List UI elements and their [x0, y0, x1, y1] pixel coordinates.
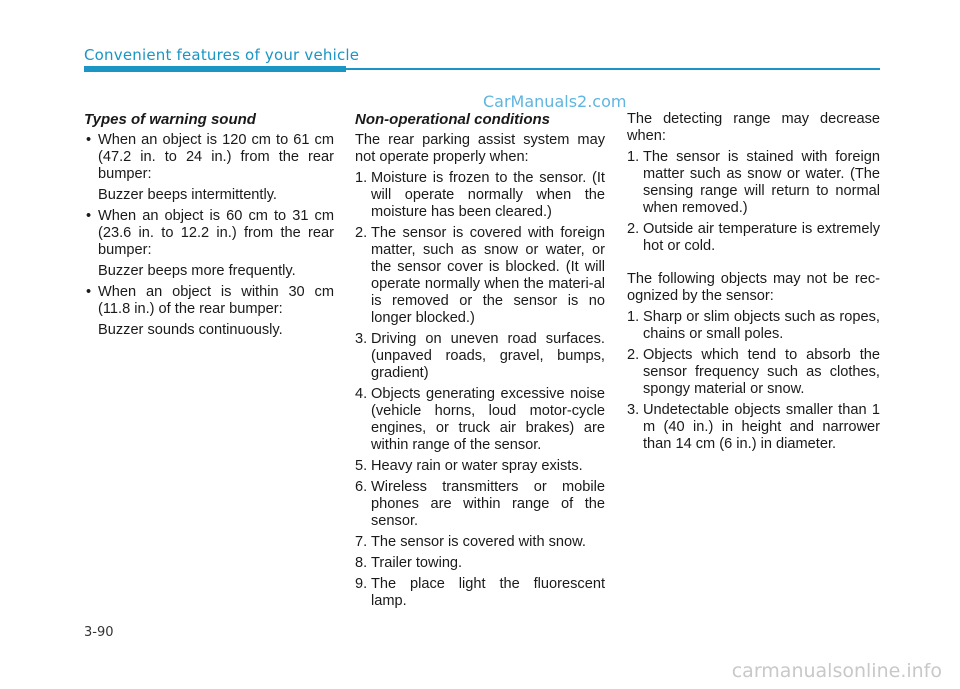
bullet-item [84, 284, 334, 318]
item-number: 7. [355, 534, 368, 550]
bullet-text: When an object is within 30 cm (11.8 in.) of the rear bumper: [98, 284, 334, 317]
bullet-icon: • [86, 208, 92, 224]
bullet-icon: • [86, 132, 92, 148]
item-text: Driving on uneven road surfaces. (unpaved roads, gravel, bumps, gradient) [371, 331, 605, 381]
page-number: 3-90 [84, 625, 114, 640]
bullet-text: When an object is 120 cm to 61 cm (47.2 in. to 24 in.) from the rear bumper: [98, 132, 334, 182]
item-number: 2. [627, 221, 640, 237]
item-number: 8. [355, 555, 368, 571]
numbered-item [355, 576, 605, 610]
item-number: 1. [627, 309, 640, 325]
section-title-warning-sound: Types of warning sound [84, 111, 256, 128]
item-text: Undetectable objects smaller than 1 m (40 in.) in height and narrower than 14 cm (6 in.) in diameter. [643, 402, 880, 452]
numbered-item [627, 347, 880, 398]
item-number: 1. [355, 170, 368, 186]
numbered-item [355, 331, 605, 382]
item-text: The place light the fluorescent lamp. [371, 576, 605, 609]
intro-paragraph: The rear parking assist system may not operate properly when: [355, 132, 605, 165]
item-text: Trailer towing. [371, 555, 463, 571]
bullet-subtext: Buzzer beeps more frequently. [98, 263, 296, 279]
watermark-text: CarManuals2.com [483, 92, 627, 111]
numbered-item [355, 225, 605, 327]
column-warning-sound [84, 111, 334, 343]
item-number: 1. [627, 149, 640, 165]
bullet-item [84, 132, 334, 183]
item-text: Sharp or slim objects such as ropes, chains or small poles. [643, 309, 880, 342]
bullet-text: When an object is 60 cm to 31 cm (23.6 in. to 12.2 in.) from the rear bumper: [98, 208, 334, 258]
bullet-item [84, 208, 334, 259]
numbered-item [355, 458, 605, 475]
item-text: Heavy rain or water spray exists. [371, 458, 583, 474]
numbered-item [627, 221, 880, 255]
item-number: 3. [355, 331, 368, 347]
section-header-title: Convenient features of your vehicle [84, 46, 360, 64]
item-text: Objects which tend to absorb the sensor frequency such as clothes, spongy material or snow. [643, 347, 880, 397]
footer-watermark: carmanualsonline.info [731, 660, 942, 682]
bullet-subtext: Buzzer sounds continuously. [98, 322, 283, 338]
item-number: 6. [355, 479, 368, 495]
numbered-item [627, 309, 880, 343]
item-text: Objects generating excessive noise (vehicle horns, loud motor-cycle engines, or truck air brakes) are within range of the sensor. [371, 386, 605, 453]
bullet-icon: • [86, 284, 92, 300]
item-number: 3. [627, 402, 640, 418]
column-detecting-range [627, 111, 880, 457]
item-text: The sensor is stained with foreign matter such as snow or water. (The sensing range will return to normal when removed.) [643, 149, 880, 216]
item-number: 4. [355, 386, 368, 402]
item-number: 5. [355, 458, 368, 474]
numbered-item [355, 555, 605, 572]
item-number: 2. [627, 347, 640, 363]
numbered-item [355, 534, 605, 551]
item-number: 9. [355, 576, 368, 592]
column-non-operational [355, 111, 605, 614]
item-text: Moisture is frozen to the sensor. (It will operate normally when the moisture has been cleared.) [371, 170, 605, 220]
item-text: The sensor is covered with foreign matter, such as snow or water, or the sensor cover is blocked. (It will operate normally when the materi-al is removed or the sensor is no longer blocked.) [371, 225, 605, 326]
item-text: Wireless transmitters or mobile phones are within range of the sensor. [371, 479, 605, 529]
intro-paragraph: The following objects may not be rec-ognized by the sensor: [627, 271, 880, 304]
numbered-item [355, 479, 605, 530]
numbered-item [355, 170, 605, 221]
bullet-subtext: Buzzer beeps intermittently. [98, 187, 277, 203]
numbered-item [627, 402, 880, 453]
numbered-item [627, 149, 880, 217]
header-rule [346, 68, 880, 70]
paragraph-gap [627, 259, 880, 271]
numbered-item [355, 386, 605, 454]
item-text: The sensor is covered with snow. [371, 534, 586, 550]
item-number: 2. [355, 225, 368, 241]
item-text: Outside air temperature is extremely hot or cold. [643, 221, 880, 254]
intro-paragraph: The detecting range may decrease when: [627, 111, 880, 144]
section-title-non-operational: Non-operational conditions [355, 111, 550, 128]
header-accent-bar [84, 66, 346, 72]
